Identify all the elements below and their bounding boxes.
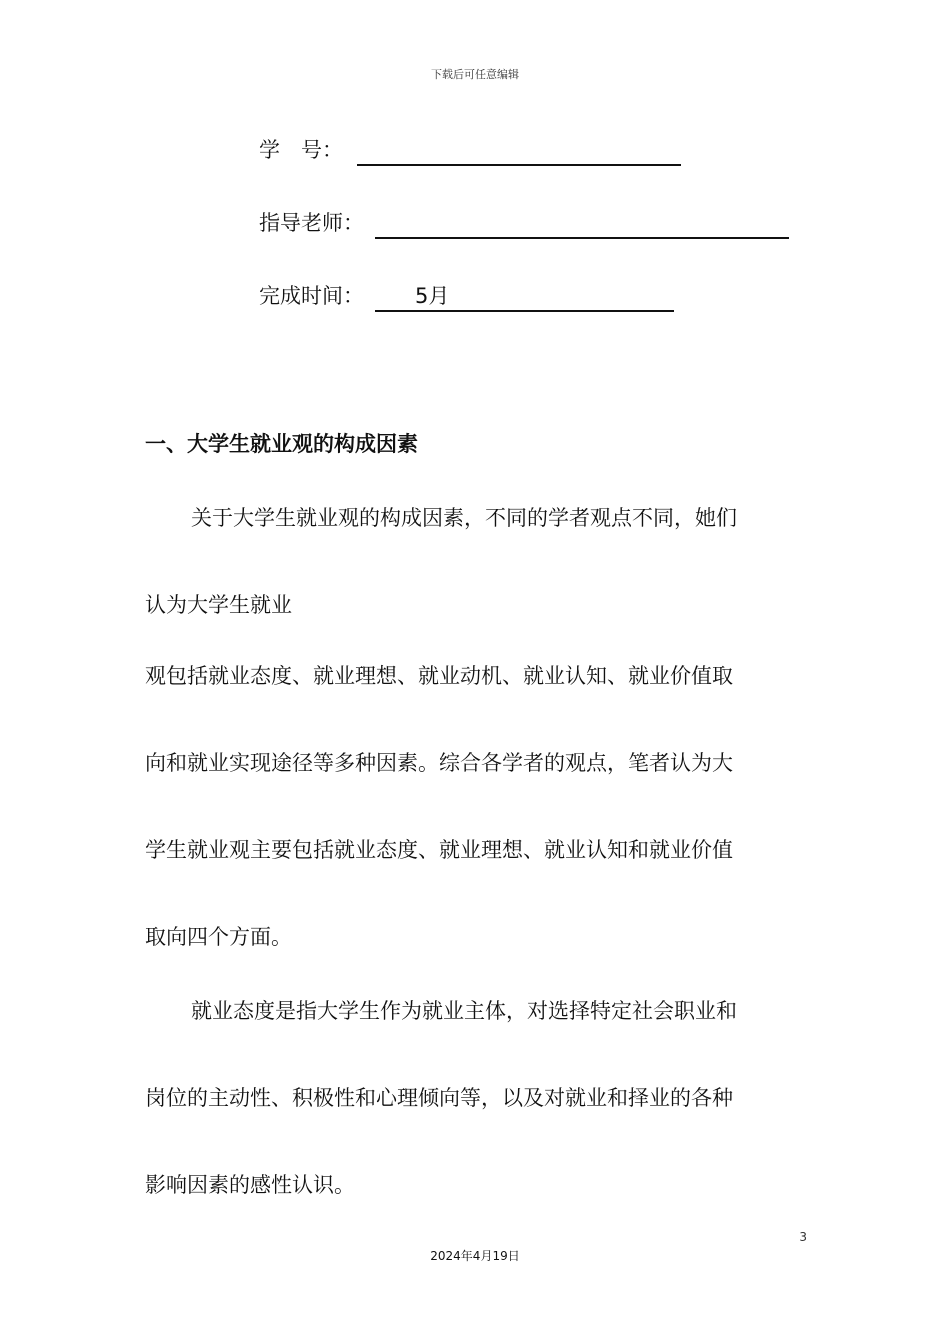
paragraph-line: 向和就业实现途径等多种因素。综合各学者的观点，笔者认为大 [145,751,733,775]
paragraph-line: 取向四个方面。 [145,925,292,949]
student-id-label: 学 号： [259,138,343,162]
paragraph-line: 关于大学生就业观的构成因素，不同的学者观点不同，她们 [191,506,737,530]
paragraph-line: 认为大学生就业 [145,593,292,617]
paragraph-line: 影响因素的感性认识。 [145,1173,355,1197]
completion-time-text: 5月 [415,284,450,308]
paragraph-line: 学生就业观主要包括就业态度、就业理想、就业认知和就业价值 [145,838,733,862]
completion-time-label: 完成时间： [259,284,364,308]
header-note: 下载后可任意编辑 [431,68,519,81]
student-id-value [357,136,681,166]
advisor-value [375,209,789,239]
completion-time-value [375,282,674,312]
paragraph-line: 就业态度是指大学生作为就业主体，对选择特定社会职业和 [191,999,737,1023]
paragraph-line: 岗位的主动性、积极性和心理倾向等，以及对就业和择业的各种 [145,1086,733,1110]
section-heading: 一、大学生就业观的构成因素 [145,432,418,456]
paragraph-line: 观包括就业态度、就业理想、就业动机、就业认知、就业价值取 [145,664,733,688]
page-number: 3 [799,1230,807,1244]
advisor-label: 指导老师： [259,211,364,235]
footer-date: 2024年4月19日 [430,1249,520,1263]
